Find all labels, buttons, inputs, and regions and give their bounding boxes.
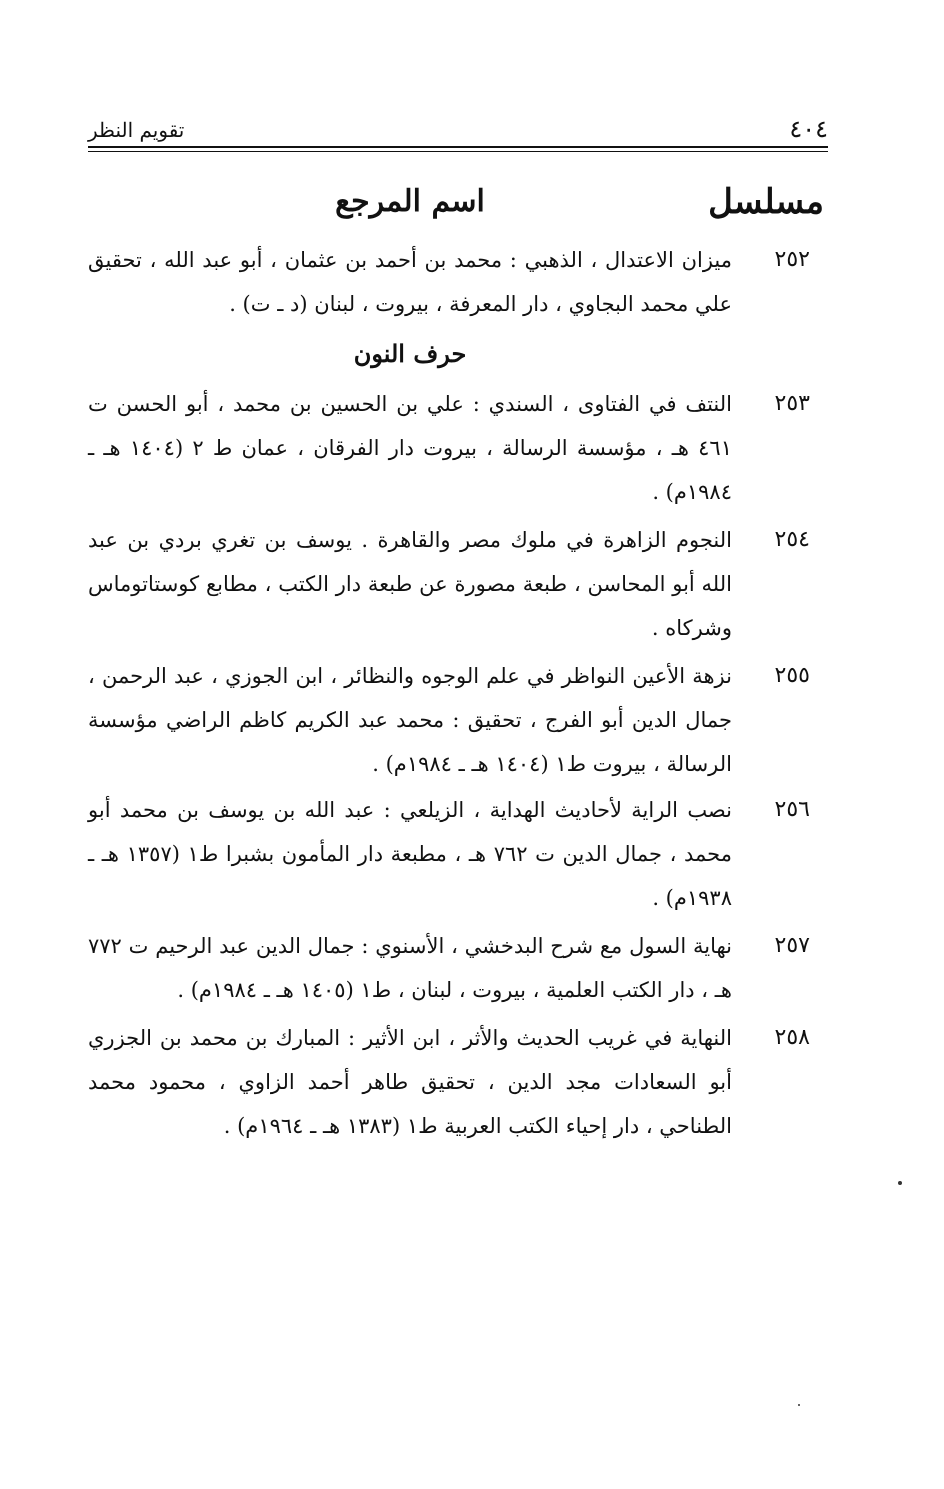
entry-text: ميزان الاعتدال ، الذهبي : محمد بن أحمد بن عثمان ، أبو عبد الله ، تحقيق علي محمد البجاوي ، دار المعرفة ، بيروت ، لبنان (د ـ ت) . <box>88 248 732 316</box>
serial-column-heading: مسلسل <box>708 182 824 222</box>
reference-entry-256 <box>88 788 828 920</box>
reference-entry-257 <box>88 924 828 1012</box>
entry-text: النتف في الفتاوى ، السندي : علي بن الحسين بن محمد ، أبو الحسن ت ٤٦١ هـ ، مؤسسة الرسالة ، بيروت دار الفرقان ، عمان ط ٢ (١٤٠٤ هـ ـ ١٩٨٤م) . <box>88 392 732 504</box>
reference-entry-252 <box>88 238 828 326</box>
entry-number: ٢٥٥ <box>774 663 810 688</box>
reference-column-heading: اسم المرجع <box>335 184 485 219</box>
entry-number: ٢٥٨ <box>774 1025 810 1050</box>
entry-number: ٢٥٢ <box>774 247 810 272</box>
section-heading: حرف النون <box>353 339 467 368</box>
entry-text: نهاية السول مع شرح البدخشي ، الأسنوي : جمال الدين عبد الرحيم ت ٧٧٢ هـ ، دار الكتب العلمية ، بيروت ، لبنان ، ط١ (١٤٠٥ هـ ـ ١٩٨٤م) . <box>88 934 732 1002</box>
page-number: ٤٠٤ <box>789 115 828 143</box>
entry-text: نصب الراية لأحاديث الهداية ، الزيلعي : عبد الله بن يوسف بن محمد أبو محمد ، جمال الدين ت ٧٦٢ هـ ، مطبعة دار المأمون بشبرا ط١ (١٣٥٧ هـ ـ ١٩٣٨م) . <box>88 798 732 910</box>
reference-entry-253 <box>88 382 828 514</box>
reference-entry-255 <box>88 654 828 786</box>
entry-number: ٢٥٣ <box>774 391 810 416</box>
header-rule <box>88 146 828 152</box>
scan-speck <box>798 1404 800 1406</box>
entry-text: النجوم الزاهرة في ملوك مصر والقاهرة . يوسف بن تغري بردي بن عبد الله أبو المحاسن ، طبعة مصورة عن طبعة دار الكتب ، مطابع كوستاتوماس وشركاه . <box>88 528 732 640</box>
entry-text: نزهة الأعين النواظر في علم الوجوه والنظائر ، ابن الجوزي ، عبد الرحمن ، جمال الدين أبو الفرج ، تحقيق : محمد عبد الكريم كاظم الراضي مؤسسة الرسالة ، بيروت ط١ (١٤٠٤ هـ ـ ١٩٨٤م) . <box>88 664 732 776</box>
entry-number: ٢٥٤ <box>774 527 810 552</box>
reference-entry-254 <box>88 518 828 650</box>
reference-entry-258 <box>88 1016 828 1148</box>
entry-number: ٢٥٦ <box>774 797 810 822</box>
running-title: تقويم النظر <box>88 118 185 142</box>
entry-number: ٢٥٧ <box>774 933 810 958</box>
reference-list <box>88 238 828 1148</box>
entry-text: النهاية في غريب الحديث والأثر ، ابن الأثير : المبارك بن محمد بن الجزري أبو السعادات مجد الدين ، تحقيق طاهر أحمد الزاوي ، محمود محمد الطناحي ، دار إحياء الكتب العربية ط١ (١٣٨٣ هـ ـ ١٩٦٤م) . <box>88 1026 732 1138</box>
scan-speck <box>898 1181 902 1185</box>
